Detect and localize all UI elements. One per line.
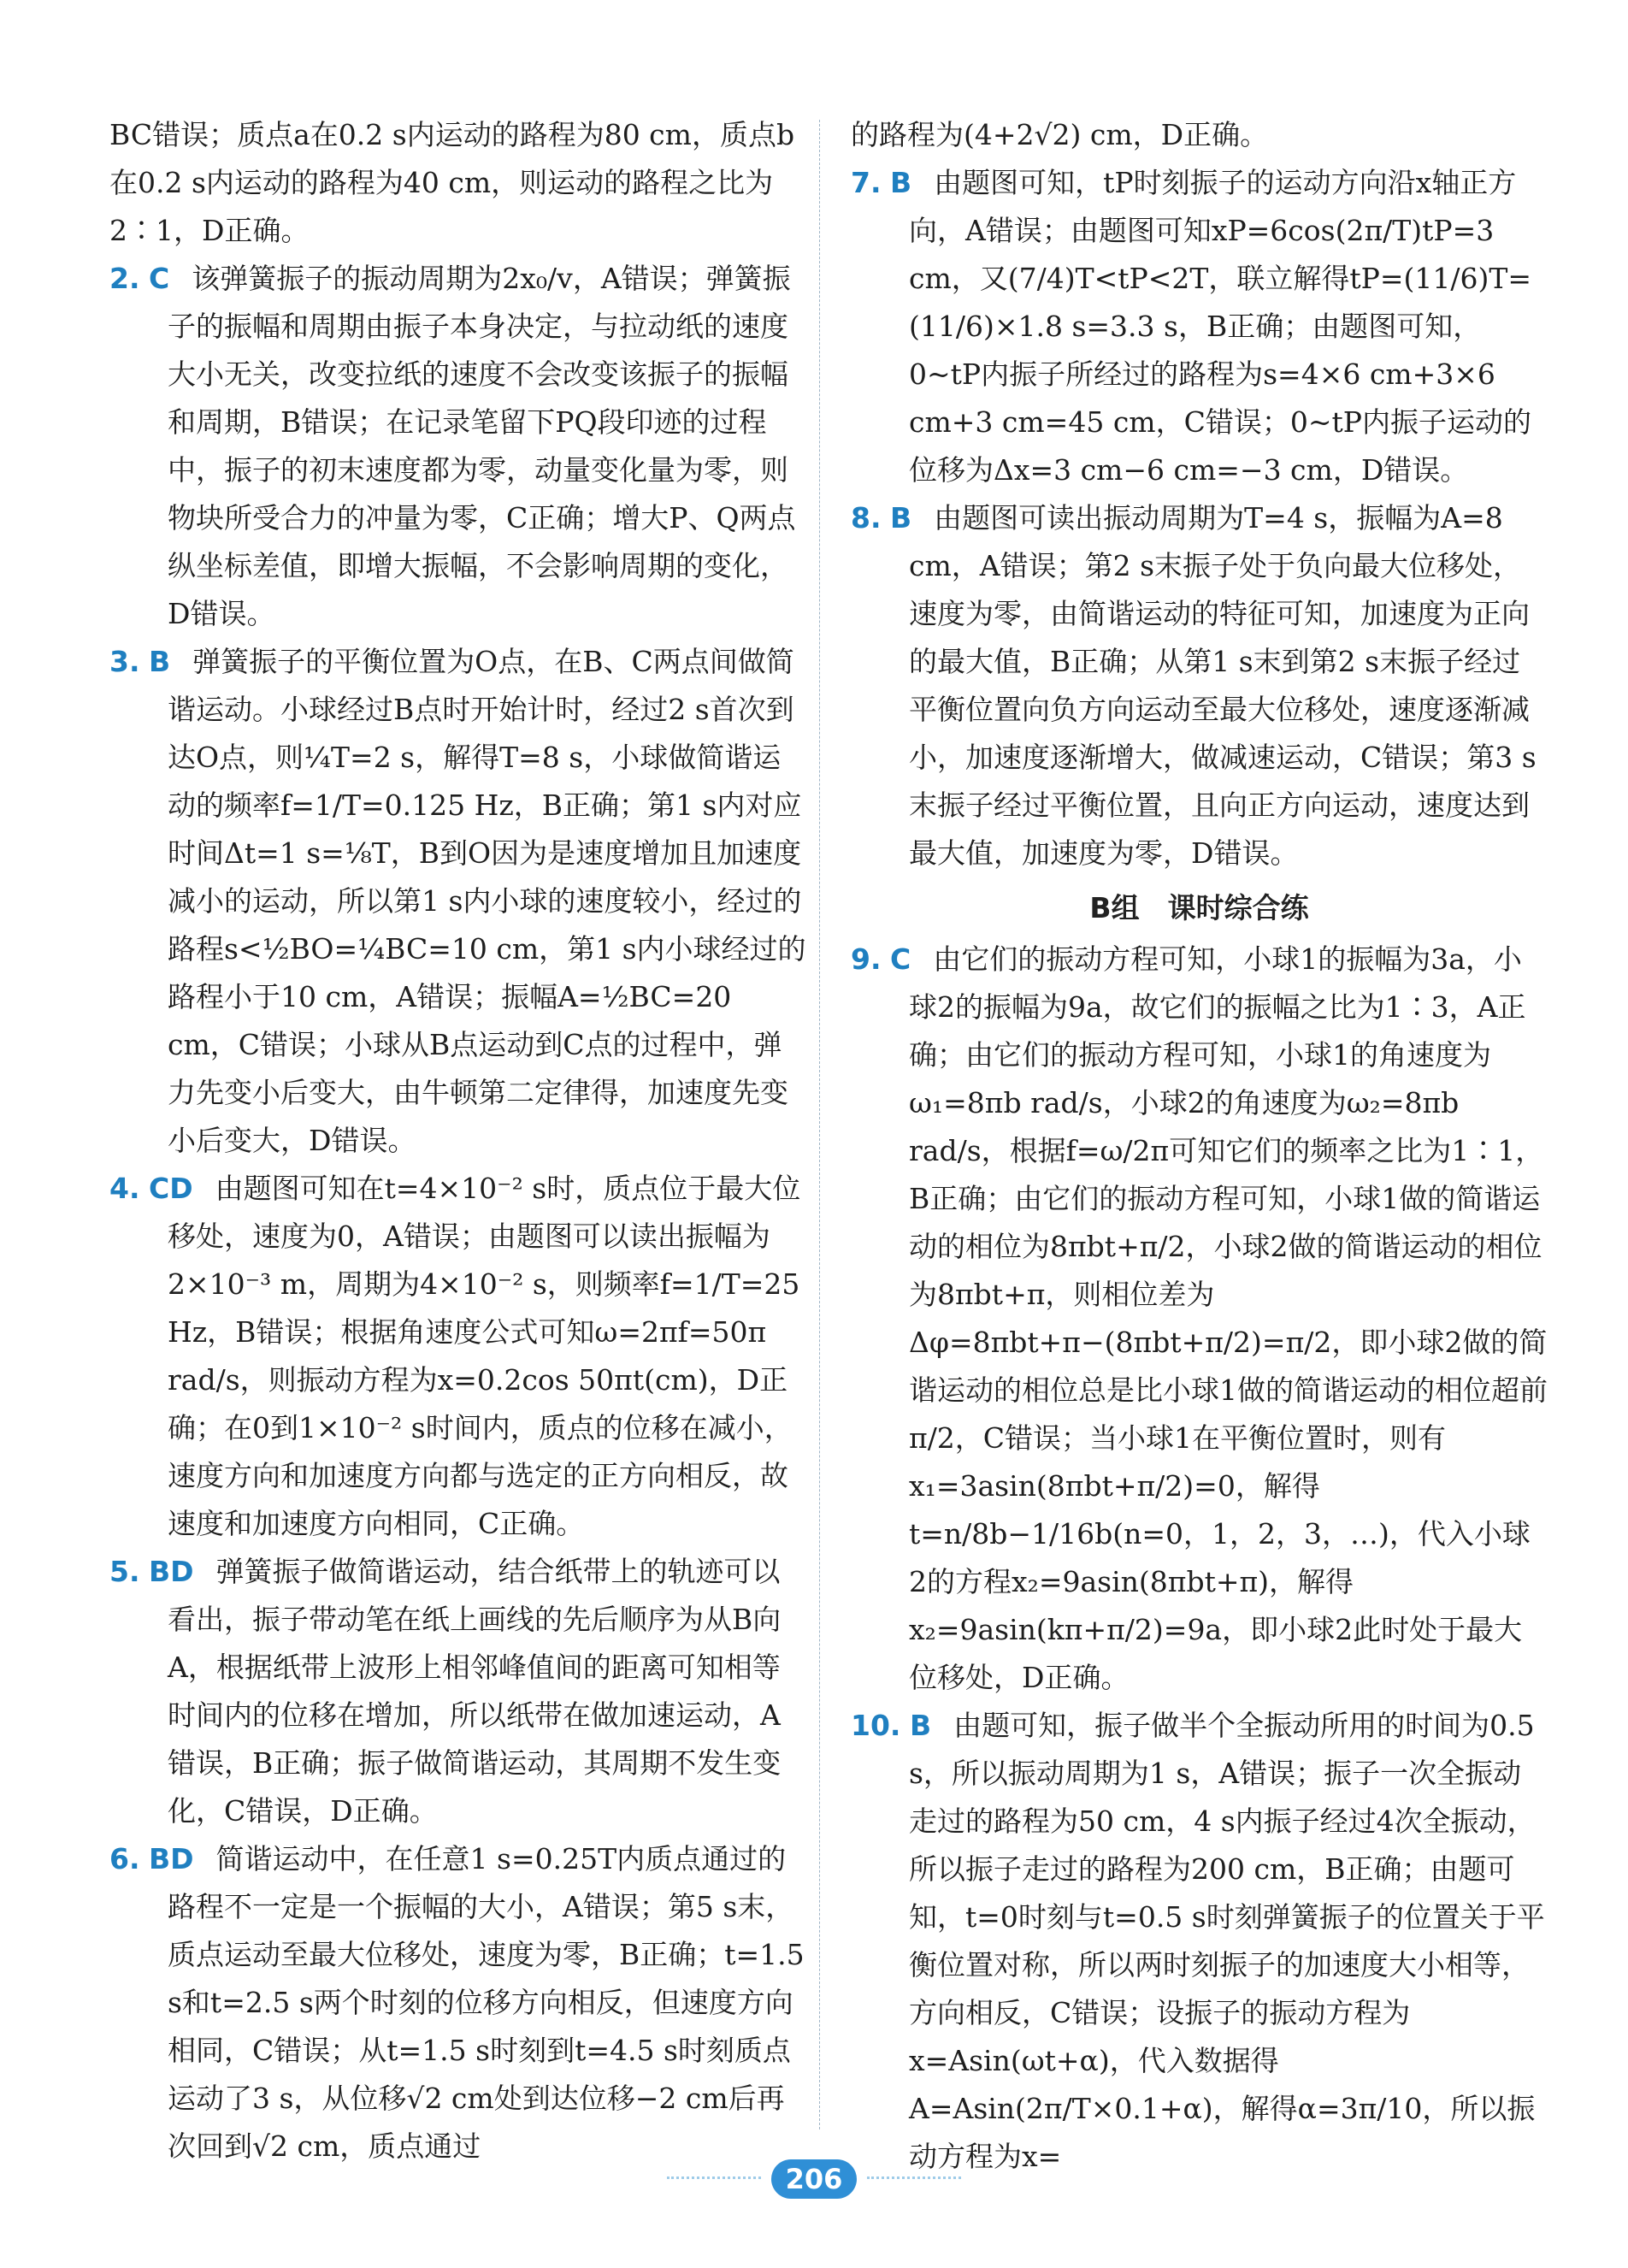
question-number: 8. bbox=[851, 501, 882, 535]
section-heading: B组 课时综合练 bbox=[1089, 891, 1309, 924]
answer-item-7 bbox=[851, 159, 1548, 494]
answer-item-6 bbox=[109, 1835, 806, 2171]
question-number: 10. bbox=[851, 1709, 901, 1742]
continued-text: 的路程为(4+2√2) cm，D正确。 bbox=[851, 118, 1269, 151]
question-number: 9. bbox=[851, 942, 882, 976]
continued-text: BC错误；质点a在0.2 s内运动的路程为80 cm，质点b在0.2 s内运动的路程为40 cm，则运动的路程之比为2∶1，D正确。 bbox=[109, 118, 795, 247]
answer-item-4 bbox=[109, 1165, 806, 1548]
decorative-dots bbox=[667, 2176, 761, 2184]
question-number: 6. bbox=[109, 1842, 140, 1875]
answer-item-2 bbox=[109, 255, 806, 638]
answer-explanation: 简谐运动中，在任意1 s=0.25T内质点通过的路程不一定是一个振幅的大小，A错误；第5 s末，质点运动至最大位移处，速度为零，B正确；t=1.5 s和t=2.5 s两个时刻的位移方向相反，但速度方向相同，C错误；从t=1.5 s时刻到t=4.5 s时刻质点运动了3 s，从位移√2 cm处到达位移−2 cm后再次回到√2 cm，质点通过 bbox=[168, 1842, 805, 2163]
answer-explanation: 由题图可知，tP时刻振子的运动方向沿x轴正方向，A错误；由题图可知xP=6cos(2π/T)tP=3 cm，又(7/4)T<tP<2T，联立解得tP=(11/6)T=(11/6)×1.8 s=3.3 s，B正确；由题图可知，0~tP内振子所经过的路程为s=4×6 cm+3×6 cm+3 cm=45 cm，C错误；0~tP内振子运动的位移为Δx=3 cm−6 cm=−3 cm，D错误。 bbox=[909, 166, 1532, 487]
answer-explanation: 由它们的振动方程可知，小球1的振幅为3a，小球2的振幅为9a，故它们的振幅之比为1∶3，A正确；由它们的振动方程可知，小球1的角速度为ω₁=8πb rad/s，小球2的角速度为ω₂=8πb rad/s，根据f=ω/2π可知它们的频率之比为1∶1，B正确；由它们的振动方程可知，小球1做的简谐运动的相位为8πbt+π/2，小球2做的简谐运动的相位为8πbt+π，则相位差为Δφ=8πbt+π−(8πbt+π/2)=π/2，即小球2做的简谐运动的相位总是比小球1做的简谐运动的相位超前π/2，C错误；当小球1在平衡位置时，则有x₁=3asin(8πbt+π/2)=0，解得t=n/8b−1/16b(n=0，1，2，3，…)，代入小球2的方程x₂=9asin(8πbt+π)，解得x₂=9asin(kπ+π/2)=9a，即小球2此时处于最大位移处，D正确。 bbox=[909, 942, 1548, 1694]
column-divider bbox=[819, 120, 820, 2129]
answer-letter: BD bbox=[149, 1842, 194, 1875]
answer-letter: BD bbox=[149, 1555, 194, 1588]
answer-item-3 bbox=[109, 638, 806, 1165]
answer-letter: C bbox=[149, 262, 170, 295]
answer-letter: B bbox=[149, 645, 171, 678]
question-number: 2. bbox=[109, 262, 140, 295]
answer-letter: B bbox=[909, 1709, 932, 1742]
answer-explanation: 由题图可读出振动周期为T=4 s，振幅为A=8 cm，A错误；第2 s末振子处于负向最大位移处，速度为零，由简谐运动的特征可知，加速度为正向的最大值，B正确；从第1 s末到第2 s末振子经过平衡位置向负方向运动至最大位移处，速度逐渐减小，加速度逐渐增大，做减速运动，C错误；第3 s末振子经过平衡位置，且向正方向运动，速度达到最大值，加速度为零，D错误。 bbox=[909, 501, 1537, 870]
question-number: 5. bbox=[109, 1555, 140, 1588]
page-footer bbox=[0, 2159, 1628, 2202]
answer-explanation: 由题图可知在t=4×10⁻² s时，质点位于最大位移处，速度为0，A错误；由题图可以读出振幅为2×10⁻³ m，周期为4×10⁻² s，则频率f=1/T=25 Hz，B错误；根据角速度公式可知ω=2πf=50π rad/s，则振动方程为x=0.2cos 50πt(cm)，D正确；在0到1×10⁻² s时间内，质点的位移在减小，速度方向和加速度方向都与选定的正方向相反，故速度和加速度方向相同，C正确。 bbox=[168, 1172, 801, 1540]
page-number: 206 bbox=[771, 2159, 857, 2199]
answer-letter: B bbox=[890, 501, 912, 535]
answer-item-9 bbox=[851, 936, 1548, 1702]
answer-item-5 bbox=[109, 1548, 806, 1835]
answer-letter: CD bbox=[149, 1172, 193, 1205]
answer-explanation: 该弹簧振子的振动周期为2x₀/v，A错误；弹簧振子的振幅和周期由振子本身决定，与拉动纸的速度大小无关，改变拉纸的速度不会改变该振子的振幅和周期，B错误；在记录笔留下PQ段印迹的过程中，振子的初末速度都为零，动量变化量为零，则物块所受合力的冲量为零，C正确；增大P、Q两点纵坐标差值，即增大振幅，不会影响周期的变化，D错误。 bbox=[168, 262, 796, 630]
answer-explanation: 弹簧振子的平衡位置为O点，在B、C两点间做简谐运动。小球经过B点时开始计时，经过2 s首次到达O点，则¼T=2 s，解得T=8 s，小球做简谐运动的频率f=1/T=0.125 Hz，B正确；第1 s内对应时间Δt=1 s=⅛T，B到O因为是速度增加且加速度减小的运动，所以第1 s内小球的速度较小，经过的路程s<½BO=¼BC=10 cm，第1 s内小球经过的路程小于10 cm，A错误；振幅A=½BC=20 cm，C错误；小球从B点运动到C点的过程中，弹力先变小后变大，由牛顿第二定律得，加速度先变小后变大，D错误。 bbox=[168, 645, 806, 1157]
right-column bbox=[851, 111, 1548, 2181]
question-number: 3. bbox=[109, 645, 140, 678]
decorative-dots bbox=[867, 2176, 961, 2184]
answer-letter: B bbox=[890, 166, 912, 199]
answer-explanation: 由题可知，振子做半个全振动所用的时间为0.5 s，所以振动周期为1 s，A错误；振子一次全振动走过的路程为50 cm，4 s内振子经过4次全振动，所以振子走过的路程为200 cm，B正确；由题可知，t=0时刻与t=0.5 s时刻弹簧振子的位置关于平衡位置对称，所以两时刻振子的加速度大小相等，方向相反，C错误；设振子的振动方程为x=Asin(ωt+α)，代入数据得A=Asin(2π/T×0.1+α)，解得α=3π/10，所以振动方程为x= bbox=[909, 1709, 1545, 2173]
answer-explanation: 弹簧振子做简谐运动，结合纸带上的轨迹可以看出，振子带动笔在纸上画线的先后顺序为从B向A，根据纸带上波形上相邻峰值间的距离可知相等时间内的位移在增加，所以纸带在做加速运动，A错误，B正确；振子做简谐运动，其周期不发生变化，C错误，D正确。 bbox=[168, 1555, 782, 1828]
question-number: 4. bbox=[109, 1172, 140, 1205]
question-number: 7. bbox=[851, 166, 882, 199]
answer-item-10 bbox=[851, 1702, 1548, 2181]
left-column bbox=[109, 111, 806, 2171]
answer-letter: C bbox=[890, 942, 911, 976]
answer-item-8 bbox=[851, 494, 1548, 877]
